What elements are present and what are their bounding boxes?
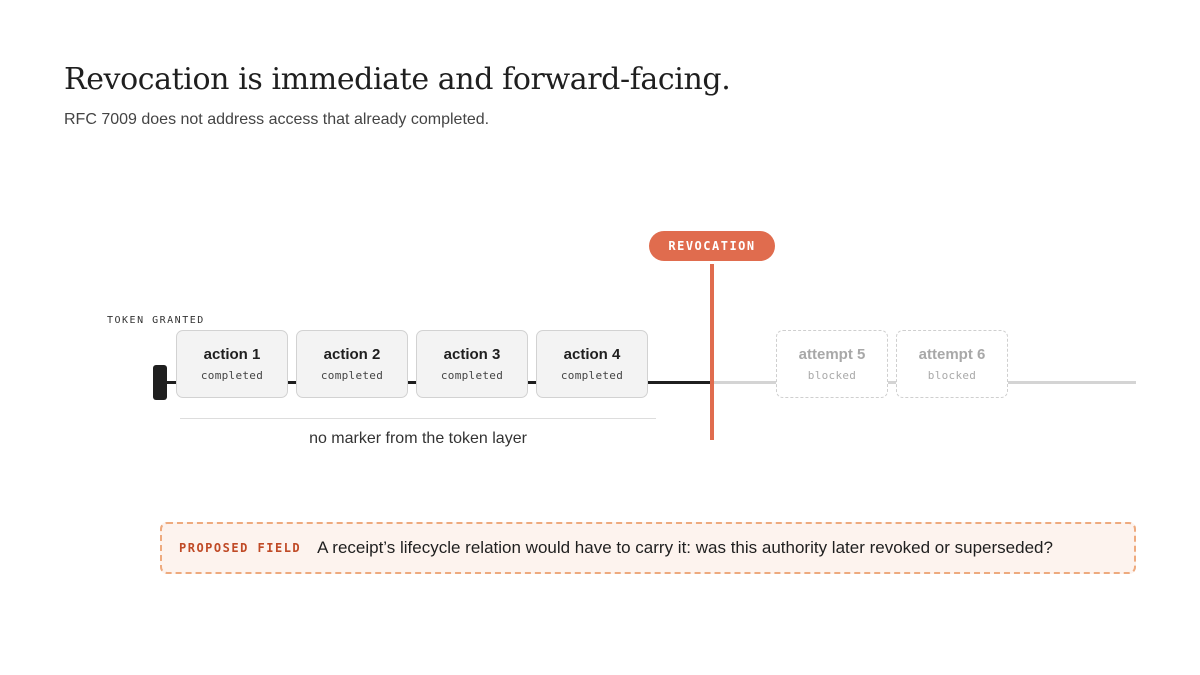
action-title: action 2 — [323, 346, 381, 363]
attempt-title: attempt 5 — [798, 346, 866, 363]
action-card — [176, 330, 288, 398]
action-title: action 3 — [443, 346, 501, 363]
proposed-field-callout — [160, 522, 1136, 574]
revocation-line — [710, 264, 714, 440]
action-title: action 1 — [203, 346, 261, 363]
action-title: action 4 — [563, 346, 621, 363]
attempt-status: blocked — [807, 369, 857, 382]
callout-tag: PROPOSED FIELD — [179, 541, 302, 555]
attempt-status: blocked — [927, 369, 977, 382]
completed-span-note: no marker from the token layer — [309, 430, 527, 447]
action-card — [416, 330, 528, 398]
attempt-card — [896, 330, 1008, 398]
action-status: completed — [200, 369, 264, 382]
revocation-badge: REVOCATION — [649, 231, 775, 261]
callout-text: A receipt’s lifecycle relation would have to carry it: was this authority later revoked or superseded? — [317, 538, 1053, 557]
action-card — [296, 330, 408, 398]
page-title: Revocation is immediate and forward-facing. — [64, 62, 731, 97]
page-subtitle: RFC 7009 does not address access that already completed. — [64, 111, 490, 128]
action-status: completed — [320, 369, 384, 382]
action-status: completed — [440, 369, 504, 382]
attempt-title: attempt 6 — [918, 346, 986, 363]
timeline-start-marker — [153, 365, 167, 400]
action-status: completed — [560, 369, 624, 382]
action-card — [536, 330, 648, 398]
completed-span-rule — [180, 418, 656, 419]
attempt-card — [776, 330, 888, 398]
token-granted-label: TOKEN GRANTED — [107, 315, 205, 326]
